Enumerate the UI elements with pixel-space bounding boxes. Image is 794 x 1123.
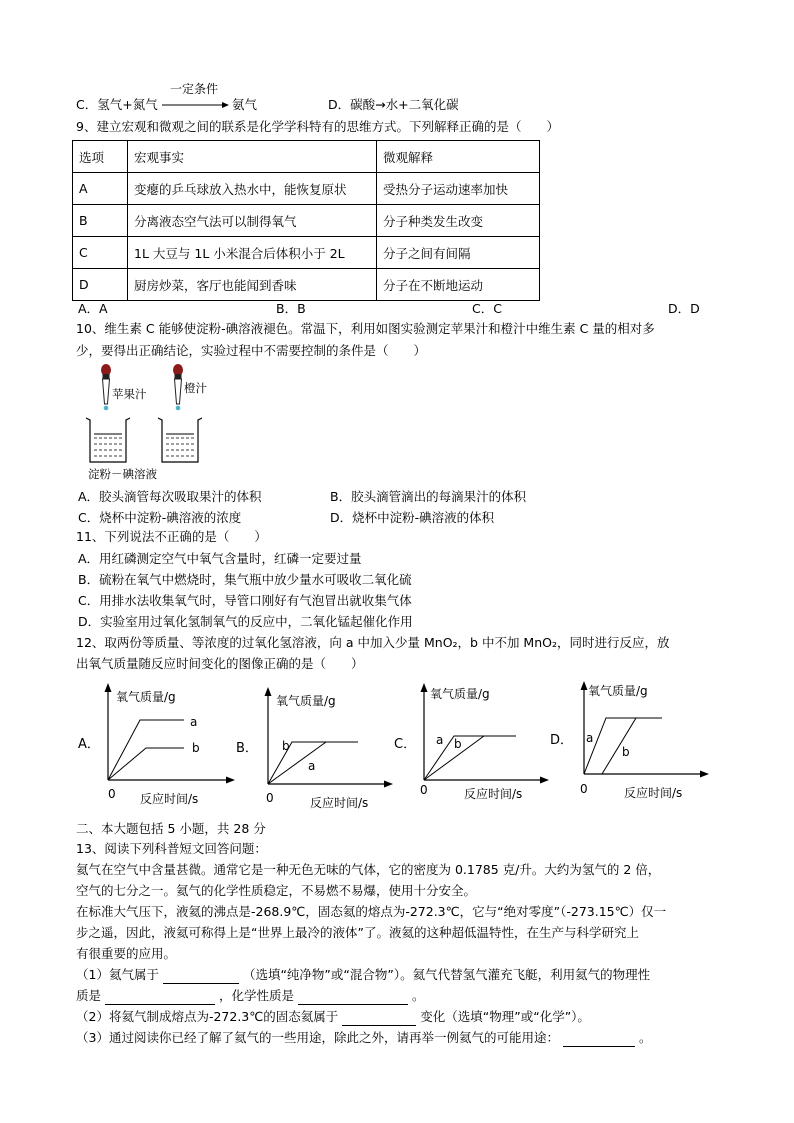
q13-paragraph2-line3: 有很重要的应用。 [76,946,177,961]
graph-option-label: A． [78,737,100,752]
q8-condition-text: 一定条件 [170,82,219,96]
curve-label-b: b [454,737,462,751]
orange-juice-label: 橙汁 [184,381,207,395]
q13-sub1-text-b: （选填“纯净物”或“混合物”）。氦气代替氢气灌充飞艇，利用氦气的物理性 [242,967,651,982]
origin-label: 0 [266,791,274,805]
q10-option-b: B．胶头滴管滴出的每滴果汁的体积 [330,489,527,504]
answer-blank[interactable] [563,1032,635,1047]
graph-option-label: C． [394,737,417,752]
table-cell: D [73,269,128,301]
q13-sub2-text-b: 变化（选填“物理”或“化学”）。 [420,1009,590,1024]
table-cell: 变瘪的乒乓球放入热水中，能恢复原状 [128,173,377,205]
q11-stem: 11、下列说法不正确的是（ ） [76,529,267,544]
q12-graph-c [392,676,552,808]
origin-label: 0 [420,783,428,797]
q10-option-c: C．烧杯中淀粉-碘溶液的浓度 [78,510,242,525]
answer-blank[interactable] [298,990,408,1005]
q12-graph-a [76,680,236,812]
table-row [73,205,540,237]
answer-blank[interactable] [105,990,215,1005]
q13-sub1-text-c: 质是 [76,988,102,1003]
q13-sub1-text-a: （1）氦气属于 [76,967,159,982]
q9-option-a: A．A [78,301,108,316]
table-cell: 分子种类发生改变 [377,205,540,237]
q13-sub3-text-a: （3）通过阅读你已经了解了氦气的一些用途，除此之外，请再举一例氦气的可能用途： [76,1030,559,1045]
q9-stem: 9、建立宏观和微观之间的联系是化学学科特有的思维方式。下列解释正确的是（ ） [76,119,559,134]
curve-label-a: a [308,759,316,773]
apple-juice-label: 苹果汁 [112,387,147,401]
q13-sub1-text-e: 。 [411,988,425,1003]
q8-option-d: D．碳酸→水+二氧化碳 [328,97,459,112]
q9-table [72,140,540,301]
table-cell: 分子之间有间隔 [377,237,540,269]
curve-label-b: b [192,741,200,755]
table-cell: 厨房炒菜，客厅也能闻到香味 [128,269,377,301]
q10-beaker-figure [80,362,230,484]
table-row [73,269,540,301]
q12-stem-line1: 12、取两份等质量、等浓度的过氧化氢溶液，向 a 中加入少量 MnO₂，b 中不加 MnO₂，同时进行反应，放 [76,635,670,650]
q12-graph-d [550,676,710,808]
q11-option-a: A．用红磷测定空气中氧气含量时，红磷一定要过量 [78,551,362,566]
table-cell: 受热分子运动速率加快 [377,173,540,205]
y-axis-label: 氧气质量/g [276,694,336,708]
starch-iodine-label: 淀粉－碘溶液 [88,467,157,481]
x-axis-label: 反应时间/s [310,796,369,810]
q13-sub3-text-b: 。 [638,1030,652,1045]
origin-label: 0 [580,782,588,796]
curve-label-b: b [282,739,290,753]
table-row [73,237,540,269]
x-axis-label: 反应时间/s [464,787,523,801]
q13-sub1-line1 [76,966,650,984]
q12-graph-b [234,680,394,812]
q13-paragraph1-line2: 空气的七分之一。氦气的化学性质稳定，不易燃不易爆，使用十分安全。 [76,883,477,898]
answer-blank[interactable] [163,969,239,984]
q8-option-c-left: C．氢气+氮气 [76,97,158,112]
q10-stem-line1: 10、维生素 C 能够使淀粉-碘溶液褪色。常温下，利用如图实验测定苹果汁和橙汁中维生素 C 量的相对多 [76,321,655,336]
q9-option-b: B．B [276,301,306,316]
q9-option-c: C．C [472,301,502,316]
origin-label: 0 [108,787,116,801]
beaker-icon [158,418,202,462]
answer-blank[interactable] [342,1011,416,1026]
q10-option-d: D．烧杯中淀粉-碘溶液的体积 [330,510,495,525]
table-row [73,173,540,205]
q13-sub1-text-d: ，化学性质是 [218,988,294,1003]
q11-option-c: C．用排水法收集氧气时，导管口刚好有气泡冒出就收集气体 [78,593,412,608]
table-cell: 分离液态空气法可以制得氧气 [128,205,377,237]
q13-sub1-line2 [76,987,424,1005]
table-header: 微观解释 [377,141,540,173]
curve-label-a: a [436,733,444,747]
graph-option-label: D． [550,733,574,748]
q13-paragraph1-line1: 氦气在空气中含量甚微。通常它是一种无色无味的气体，它的密度为 0.1785 克/升。大约为氢气的 2 倍， [76,862,661,877]
q10-option-a: A．胶头滴管每次吸取果汁的体积 [78,489,262,504]
dropper-icon [101,364,111,410]
q10-stem-line2: 少，要得出正确结论，实验过程中不需要控制的条件是（ ） [76,343,427,358]
q11-option-b: B．硫粉在氧气中燃烧时，集气瓶中放少量水可吸收二氧化硫 [78,572,412,587]
table-cell: 1L 大豆与 1L 小米混合后体积小于 2L [128,237,377,269]
table-cell: C [73,237,128,269]
q8-option-c-right: 氨气 [232,97,258,112]
curve-label-a: a [586,731,594,745]
q13-paragraph2-line2: 步之遥，因此，液氦可称得上是“世界上最冷的液体”了。液氦的这种超低温特性，在生产与科学研究上 [76,925,639,940]
y-axis-label: 氧气质量/g [588,684,648,698]
table-header: 选项 [73,141,128,173]
q13-stem: 13、阅读下列科普短文回答问题： [76,841,267,856]
table-cell: A [73,173,128,205]
y-axis-label: 氧气质量/g [430,687,490,701]
q11-option-d: D．实验室用过氧化氢制氧气的反应中，二氧化锰起催化作用 [78,614,413,629]
y-axis-label: 氧气质量/g [116,690,176,704]
q9-option-d: D．D [668,301,700,316]
dropper-icon [173,364,183,410]
x-axis-label: 反应时间/s [140,792,199,806]
q12-stem-line2: 出氧气质量随反应时间变化的图像正确的是（ ） [76,656,364,671]
table-cell: 分子在不断地运动 [377,269,540,301]
curve-label-a: a [190,715,198,729]
section-2-heading: 二、本大题包括 5 小题，共 28 分 [76,821,266,836]
q13-sub2-text-a: （2）将氦气制成熔点为-272.3℃的固态氦属于 [76,1009,339,1024]
q13-paragraph2-line1: 在标准大气压下，液氦的沸点是-268.9℃，固态氦的熔点为-272.3℃，它与“绝对零度”（-273.15℃）仅一 [76,904,667,919]
beaker-icon [86,418,130,462]
graph-option-label: B． [236,741,258,756]
reaction-arrow-icon [160,101,230,109]
table-cell: B [73,205,128,237]
x-axis-label: 反应时间/s [624,786,683,800]
q13-sub3 [76,1029,651,1047]
table-header: 宏观事实 [128,141,377,173]
curve-label-b: b [622,745,630,759]
q13-sub2 [76,1008,590,1026]
table-row [73,141,540,173]
